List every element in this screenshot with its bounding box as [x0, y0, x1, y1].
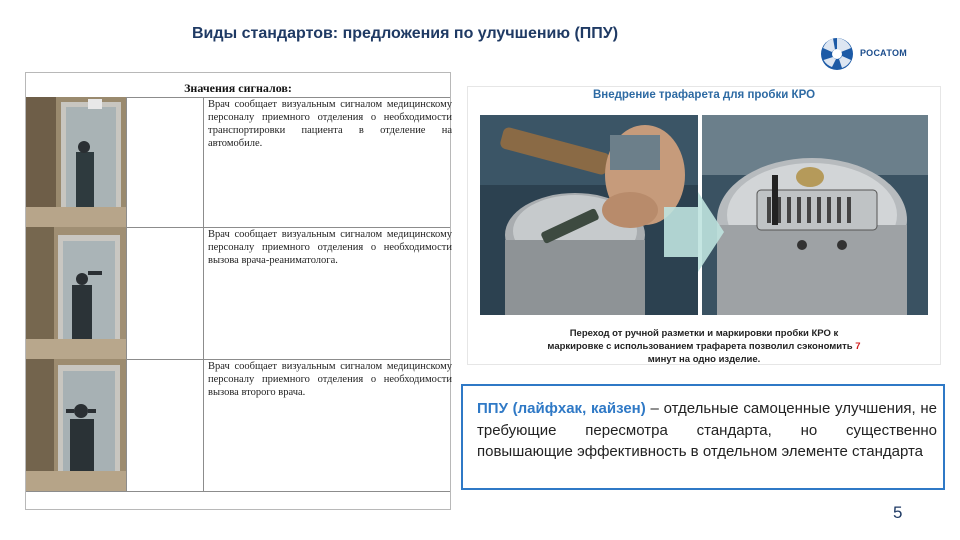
empty-cell	[126, 97, 204, 227]
logo-text: РОСАТОМ	[860, 48, 908, 58]
ppu-definition-lead: ППУ (лайфхак, кайзен)	[477, 400, 646, 417]
caption-line-3: минут на одно изделие.	[647, 354, 761, 365]
table-header: Значения сигналов:	[26, 73, 450, 98]
ppu-definition-body: – отдельные самоценные улучшения, не требующие пересмотра стандарта, но существенно повышающие эффективность в отдельном элементе стандарта	[477, 400, 938, 460]
signal-description: Врач сообщает визуальным сигналом медицинскому персоналу приемного отделения о необходимости вызова врача-реаниматолога.	[208, 229, 452, 266]
empty-cell	[126, 227, 204, 359]
signal-photo-3	[26, 359, 126, 491]
page-number: 5	[893, 503, 903, 522]
slide-title: Виды стандартов: предложения по улучшению (ППУ)	[192, 25, 619, 42]
rosatom-logo	[820, 36, 930, 76]
signal-photo-2	[26, 227, 126, 359]
signal-description: Врач сообщает визуальным сигналом медицинскому персоналу приемного отделения о необходимости транспортировки пациента в отделение на автомобиле.	[208, 99, 452, 149]
caption-line-2	[468, 340, 940, 353]
signal-description: Врач сообщает визуальным сигналом медицинскому персоналу приемного отделения о необходимости вызова второго врача.	[208, 361, 452, 398]
rosatom-atom-icon	[820, 36, 854, 72]
caption-line-1: Переход от ручной разметки и маркировки пробки КРО к	[569, 328, 839, 339]
signal-photo-1	[26, 97, 126, 227]
empty-cell	[126, 359, 204, 491]
table-row	[26, 227, 450, 360]
ppu-definition-box	[461, 384, 945, 490]
table-row	[26, 359, 450, 492]
photo-caption	[468, 327, 940, 366]
table-row	[26, 97, 450, 228]
ppu-definition	[477, 398, 937, 463]
stencil-marking-photo	[702, 115, 928, 315]
transition-arrow-icon	[664, 192, 724, 272]
caption-line-2-text: маркировке с использованием трафарета позволил сэкономить	[547, 341, 853, 352]
signals-table	[25, 72, 451, 510]
caption-highlight: 7	[855, 341, 861, 352]
stencil-photo-panel	[467, 86, 941, 365]
photo-panel-title: Внедрение трафарета для пробки КРО	[592, 89, 816, 101]
